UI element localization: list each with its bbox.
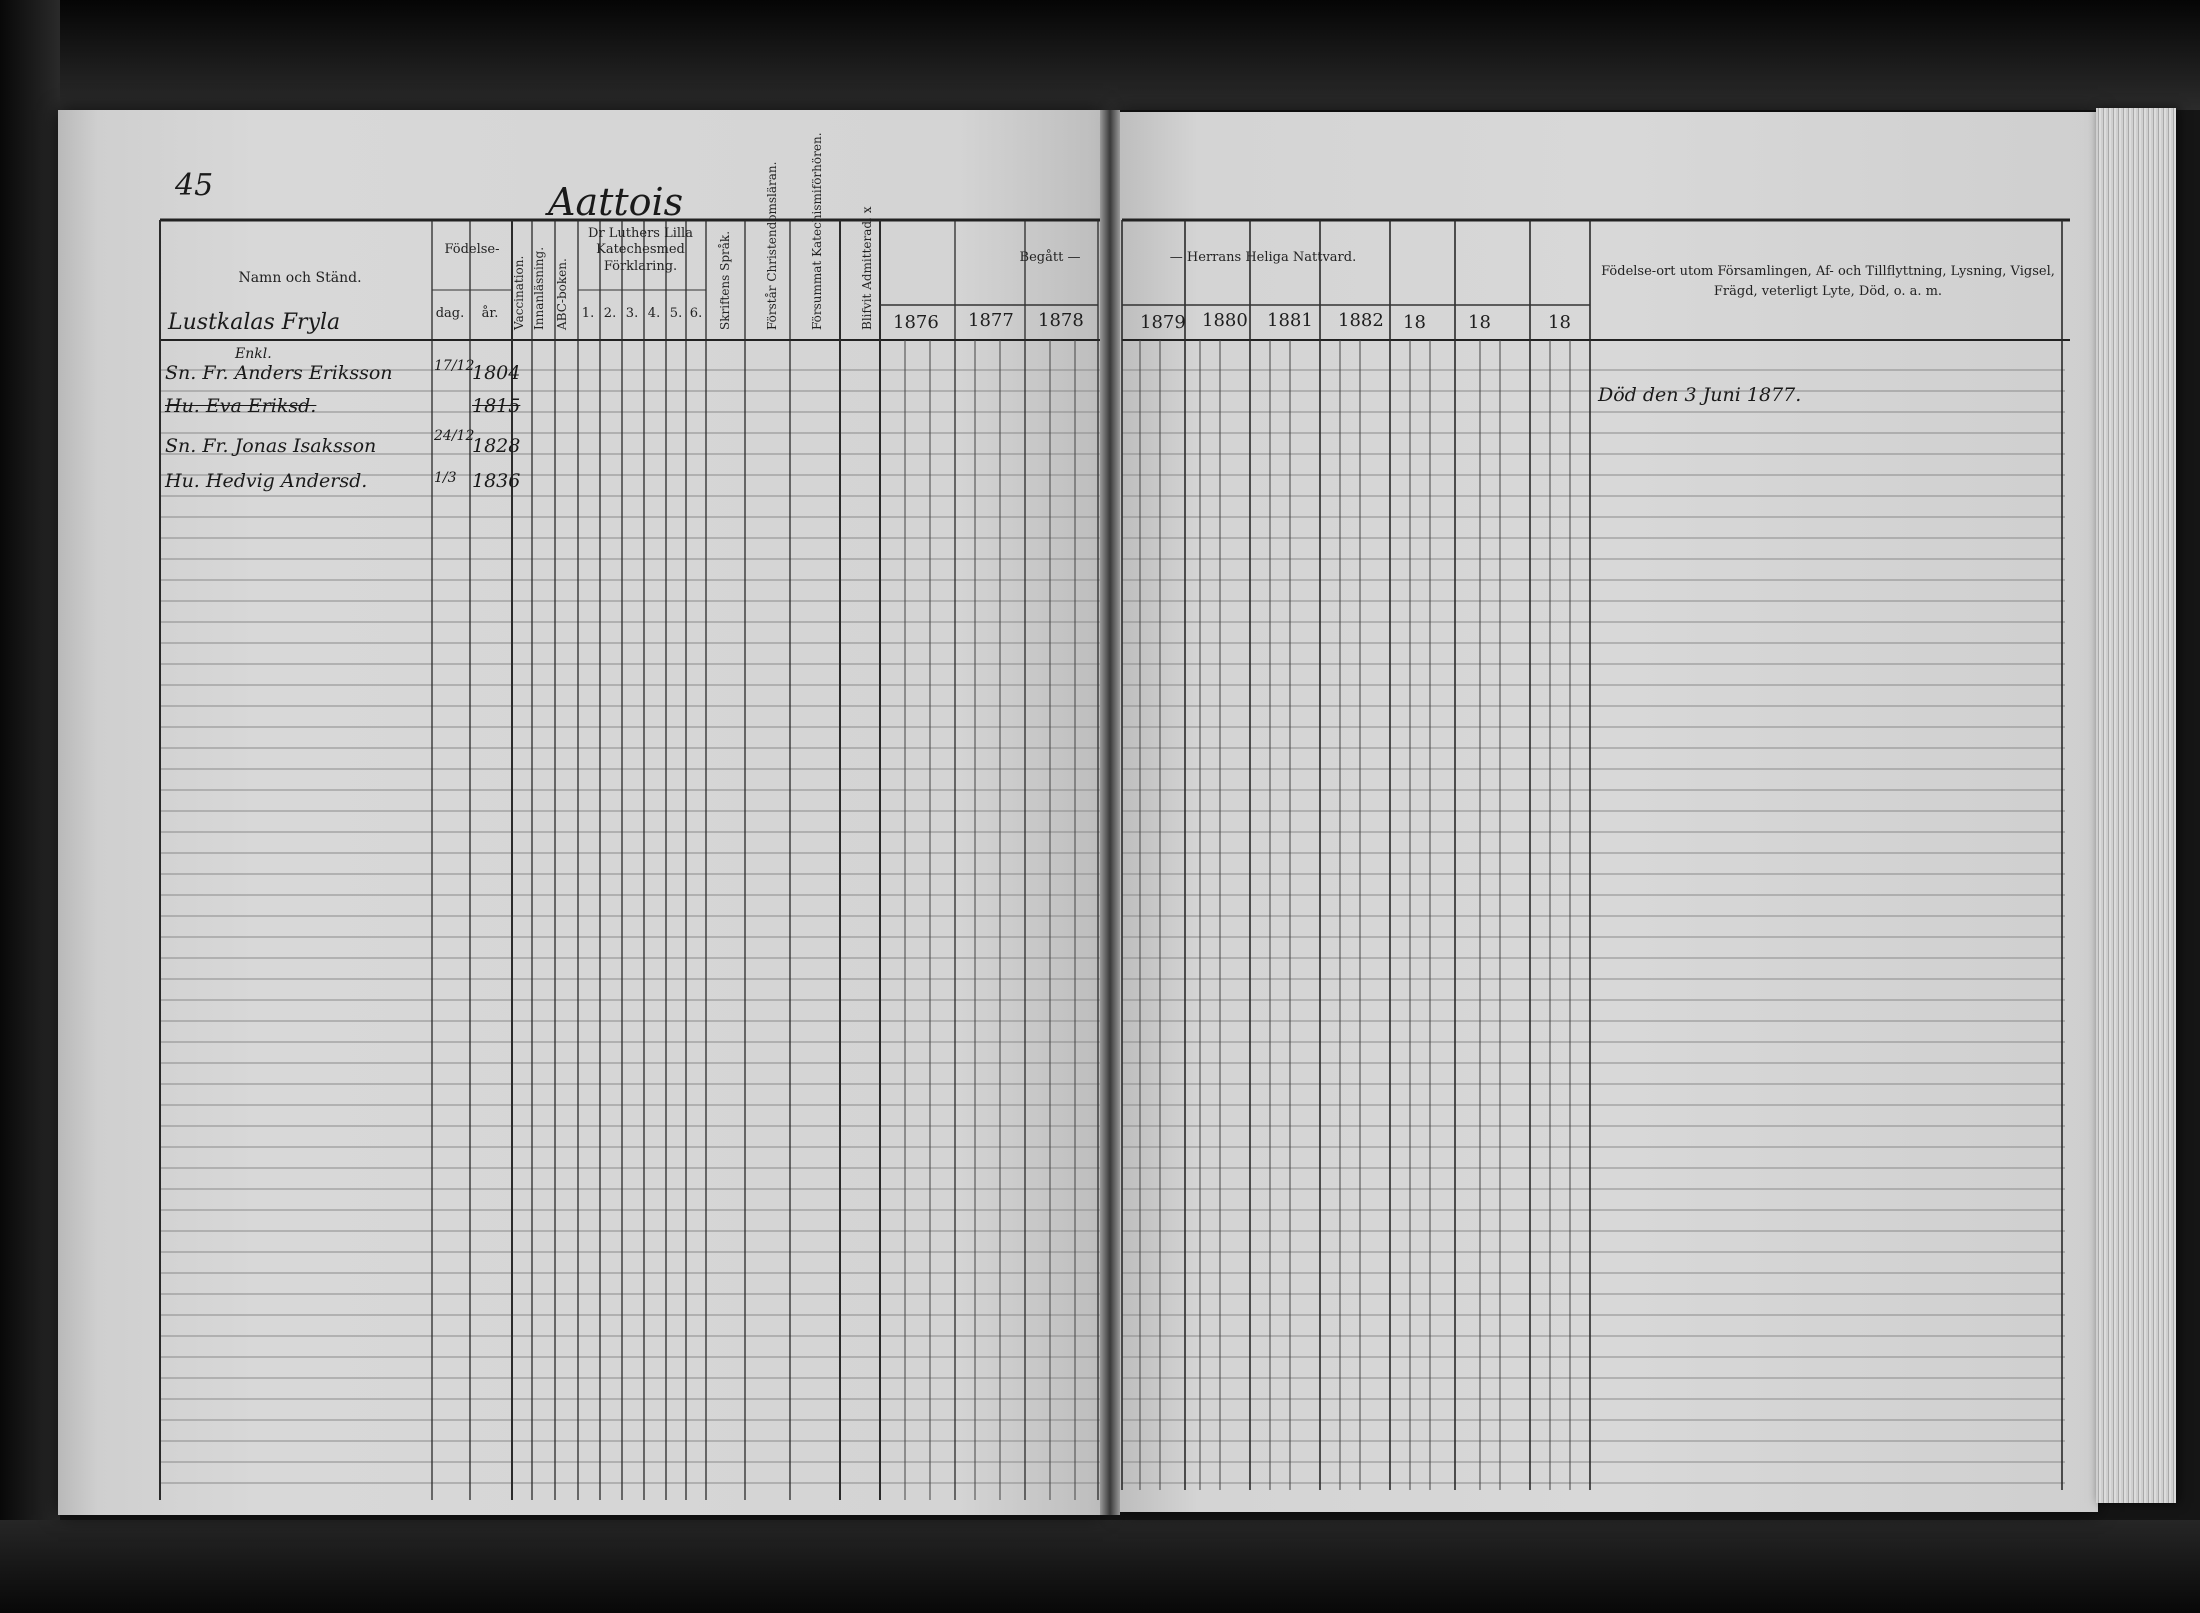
year-label-1877: 1877 (968, 310, 1014, 331)
header-luther-6: 6. (689, 306, 703, 321)
header-luther-2: 2. (603, 306, 617, 321)
row-3-year: 1828 (472, 435, 521, 457)
header-skrift: Skriftens Språk. (718, 230, 732, 330)
header-bliftit: Blifvit Admitterad. x (860, 206, 874, 330)
row-1-year: 1804 (472, 362, 521, 384)
row-2-name: Hu. Eva Eriksd. (165, 395, 317, 417)
header-birth: Födelse- (444, 242, 500, 257)
header-birth-day: dag. (435, 306, 465, 321)
row-4-day: 1/3 (434, 470, 457, 486)
year-label-1879: 1879 (1140, 312, 1186, 333)
year-label-18-a: 18 (1403, 312, 1426, 333)
annotation-enkl: Enkl. (235, 346, 272, 362)
page-number: 45 (175, 168, 214, 203)
header-luther-1: 1. (581, 306, 595, 321)
year-label-18-c: 18 (1548, 312, 1571, 333)
header-begatt: Begått — (1019, 250, 1081, 265)
parish-heading: Aattois (548, 180, 684, 224)
row-3-day: 24/12 (434, 428, 475, 444)
year-label-1876: 1876 (893, 312, 939, 333)
header-remarks: Födelse-ort utom Församlingen, Af- och Tillflyttning, Lysning, Vigsel, Frägd, veterligt Lyte, Död, o. a. m. (1601, 264, 2055, 299)
row-4-name: Hu. Hedvig Andersd. (165, 470, 368, 492)
header-luther: Dr Luthers Lilla Katechesmed Förklaring. (588, 226, 693, 274)
row-1-day: 17/12 (434, 358, 475, 374)
header-forstar: Förstår Christendomsläran. (765, 161, 779, 330)
header-nattvard: — Herrans Heliga Nattvard. (1169, 250, 1357, 265)
header-name: Namn och Ständ. (238, 270, 362, 286)
header-forsummat: Försummat Katechismiförhören. (810, 132, 824, 330)
header-luther-4: 4. (647, 306, 661, 321)
year-label-1878: 1878 (1038, 310, 1084, 331)
remark-death: Död den 3 Juni 1877. (1598, 384, 1802, 406)
row-4-year: 1836 (472, 470, 521, 492)
row-2-year: 1815 (472, 395, 521, 417)
year-label-1882: 1882 (1338, 310, 1384, 331)
year-label-1881: 1881 (1267, 310, 1313, 331)
row-1-name: Sn. Fr. Anders Eriksson (165, 362, 393, 384)
row-3-name: Sn. Fr. Jonas Isaksson (165, 435, 377, 457)
year-label-18-b: 18 (1468, 312, 1491, 333)
header-luther-5: 5. (669, 306, 683, 321)
year-label-1880: 1880 (1202, 310, 1248, 331)
household-name: Lustkalas Fryla (168, 310, 341, 335)
header-abc: ABC-boken. (555, 258, 569, 330)
header-vaccination: Vaccination. (512, 255, 526, 330)
header-innanlasning: Innanläsning. (532, 246, 546, 330)
header-luther-3: 3. (625, 306, 639, 321)
header-birth-year: år. (481, 306, 499, 321)
